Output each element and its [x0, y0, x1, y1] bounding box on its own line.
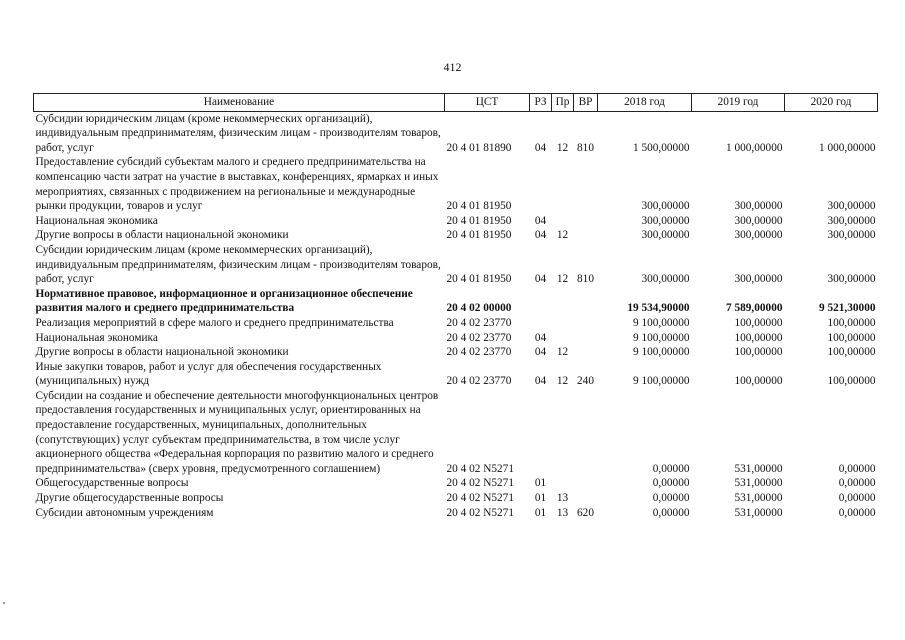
cell-cst: 20 4 02 N5271	[446, 477, 514, 490]
cell-pr: 13	[556, 506, 569, 519]
cell-cst: 20 4 01 81950	[446, 273, 512, 286]
cell-2018: 300,00000	[641, 229, 690, 242]
cell-2019: 100,00000	[734, 346, 783, 359]
cell-2019: 300,00000	[734, 214, 783, 227]
cell-pr	[552, 476, 574, 491]
cell-rz	[530, 155, 552, 213]
cell-2018: 300,00000	[641, 214, 690, 227]
cell-rz: 01	[534, 477, 547, 490]
cell-2018: 9 100,00000	[633, 331, 690, 344]
cell-pr: 13	[556, 492, 569, 505]
cell-vr	[574, 331, 598, 346]
cell-2018: 0,00000	[652, 506, 690, 519]
cell-name: Другие вопросы в области национальной экономики	[35, 346, 289, 359]
cell-cst: 20 4 02 23770	[446, 375, 512, 388]
cell-name: Общегосударственные вопросы	[35, 477, 189, 490]
cell-pr	[552, 316, 574, 331]
cell-2018: 9 100,00000	[633, 316, 690, 329]
cell-2019: 300,00000	[734, 200, 783, 213]
cell-2020: 100,00000	[827, 331, 876, 344]
cell-name: Субсидии автономным учреждениям	[35, 506, 214, 519]
scan-mark	[3, 602, 5, 604]
cell-2018: 19 534,90000	[627, 302, 690, 315]
cell-rz	[530, 389, 552, 477]
cell-name: Национальная экономика	[35, 331, 158, 344]
table-row	[34, 155, 878, 213]
cell-vr	[574, 287, 598, 316]
cell-pr	[552, 331, 574, 346]
cell-rz: 04	[534, 214, 547, 227]
cell-pr: 12	[556, 273, 569, 286]
table-row	[34, 345, 878, 360]
cell-2020: 0,00000	[838, 477, 876, 490]
cell-name: Субсидии на создание и обеспечение деятельности многофункциональных центров предоставления государственных и муниципальных услуг, ориентированных на предоставление государственных, муниципальных, дополнительных (сопутствующих) услуг субъектам предпринимательства, в том числе услуг акционерного общества «Федеральная корпорация по развитию малого и среднего предпринимательства» (сверх уровня, предусмотренного соглашением)	[35, 389, 439, 475]
cell-name: Субсидии юридическим лицам (кроме некоммерческих организаций), индивидуальным предпринимателям, физическим лицам - производителям товаров, работ, услуг	[35, 243, 441, 286]
cell-vr: 240	[577, 375, 594, 388]
header-2019: 2019 год	[692, 94, 785, 112]
table-row	[34, 316, 878, 331]
cell-vr	[574, 345, 598, 360]
budget-table	[33, 93, 878, 520]
table-row	[34, 506, 878, 521]
cell-2019: 531,00000	[734, 492, 783, 505]
cell-rz	[530, 287, 552, 316]
cell-2020: 100,00000	[827, 375, 876, 388]
cell-cst: 20 4 01 81950	[446, 214, 512, 227]
cell-2020: 100,00000	[827, 346, 876, 359]
cell-2020: 0,00000	[838, 506, 876, 519]
cell-vr	[574, 316, 598, 331]
cell-name: Другие общегосударственные вопросы	[35, 492, 224, 505]
cell-pr	[552, 155, 574, 213]
cell-name: Другие вопросы в области национальной экономики	[35, 229, 289, 242]
table-row	[34, 111, 878, 155]
header-2020: 2020 год	[785, 94, 878, 112]
header-rz: РЗ	[530, 94, 552, 112]
cell-2019: 100,00000	[734, 375, 783, 388]
table-row	[34, 491, 878, 506]
cell-2018: 300,00000	[641, 273, 690, 286]
cell-2019: 531,00000	[734, 506, 783, 519]
cell-rz: 04	[534, 346, 547, 359]
table-row	[34, 389, 878, 477]
cell-vr	[574, 491, 598, 506]
cell-rz	[530, 316, 552, 331]
table-row	[34, 287, 878, 316]
cell-rz: 04	[534, 273, 547, 286]
cell-pr	[552, 214, 574, 229]
cell-name: Субсидии юридическим лицам (кроме некоммерческих организаций), индивидуальным предпринимателям, физическим лицам - производителям товаров, работ, услуг	[35, 112, 441, 154]
table-row	[34, 228, 878, 243]
cell-name: Реализация мероприятий в сфере малого и среднего предпринимательства	[35, 316, 394, 329]
header-cst: ЦСТ	[445, 94, 530, 112]
cell-vr	[574, 228, 598, 243]
cell-cst: 20 4 02 00000	[446, 302, 512, 315]
cell-2020: 100,00000	[827, 316, 876, 329]
table-row	[34, 331, 878, 346]
cell-name: Нормативное правовое, информационное и организационное обеспечение развития малого и среднего предпринимательства	[35, 287, 413, 315]
cell-vr	[574, 214, 598, 229]
cell-2018: 9 100,00000	[633, 346, 690, 359]
cell-2019: 300,00000	[734, 273, 783, 286]
cell-2020: 9 521,30000	[819, 302, 876, 315]
cell-2020: 0,00000	[838, 492, 876, 505]
cell-2018: 1 500,00000	[633, 141, 690, 154]
header-name: Наименование	[34, 94, 445, 112]
cell-cst: 20 4 02 N5271	[446, 492, 514, 505]
header-2018: 2018 год	[598, 94, 692, 112]
cell-2018: 9 100,00000	[633, 375, 690, 388]
cell-cst: 20 4 02 N5271	[446, 462, 514, 475]
page-number: 412	[443, 60, 462, 74]
cell-2020: 0,00000	[838, 462, 876, 475]
cell-rz: 04	[534, 375, 547, 388]
cell-pr	[552, 287, 574, 316]
cell-2020: 1 000,00000	[819, 141, 876, 154]
cell-rz: 01	[534, 492, 547, 505]
cell-rz: 04	[534, 331, 547, 344]
cell-2019: 1 000,00000	[726, 141, 783, 154]
table-header-row	[34, 94, 878, 112]
cell-pr: 12	[556, 141, 569, 154]
cell-2020: 300,00000	[827, 229, 876, 242]
cell-2020: 300,00000	[827, 200, 876, 213]
cell-cst: 20 4 01 81890	[446, 141, 512, 154]
cell-vr	[574, 389, 598, 477]
cell-name: Предоставление субсидий субъектам малого и среднего предпринимательства на компенсацию части затрат на участие в выставках, конференциях, ярмарках и иных мероприятиях, связанных с продвижением на региональные и международные рынки продукции, товаров и услуг	[35, 156, 439, 213]
cell-vr: 810	[577, 141, 594, 154]
table-row	[34, 214, 878, 229]
cell-2020: 300,00000	[827, 214, 876, 227]
cell-pr: 12	[556, 229, 569, 242]
table-row	[34, 243, 878, 287]
cell-2018: 0,00000	[652, 492, 690, 505]
cell-2018: 0,00000	[652, 462, 690, 475]
cell-2020: 300,00000	[827, 273, 876, 286]
cell-rz: 04	[534, 229, 547, 242]
cell-vr	[574, 155, 598, 213]
cell-cst: 20 4 02 23770	[446, 346, 512, 359]
cell-2018: 300,00000	[641, 200, 690, 213]
cell-vr	[574, 476, 598, 491]
cell-name: Иные закупки товаров, работ и услуг для обеспечения государственных (муниципальных) нужд	[35, 360, 382, 388]
table-row	[34, 360, 878, 389]
header-vr: ВР	[574, 94, 598, 112]
cell-rz: 04	[534, 141, 547, 154]
cell-pr: 12	[556, 375, 569, 388]
cell-2019: 7 589,00000	[726, 302, 783, 315]
cell-2019: 100,00000	[734, 331, 783, 344]
cell-cst: 20 4 01 81950	[446, 229, 512, 242]
cell-2019: 100,00000	[734, 316, 783, 329]
cell-2019: 531,00000	[734, 462, 783, 475]
cell-2019: 300,00000	[734, 229, 783, 242]
cell-name: Национальная экономика	[35, 214, 158, 227]
header-pr: Пр	[552, 94, 574, 112]
cell-vr: 620	[577, 506, 594, 519]
cell-vr: 810	[577, 273, 594, 286]
cell-pr: 12	[556, 346, 569, 359]
cell-2018: 0,00000	[652, 477, 690, 490]
cell-pr	[552, 389, 574, 477]
table-row	[34, 476, 878, 491]
cell-rz: 01	[534, 506, 547, 519]
cell-cst: 20 4 02 N5271	[446, 506, 514, 519]
cell-cst: 20 4 02 23770	[446, 331, 512, 344]
cell-2019: 531,00000	[734, 477, 783, 490]
cell-cst: 20 4 01 81950	[446, 200, 512, 213]
cell-cst: 20 4 02 23770	[446, 316, 512, 329]
